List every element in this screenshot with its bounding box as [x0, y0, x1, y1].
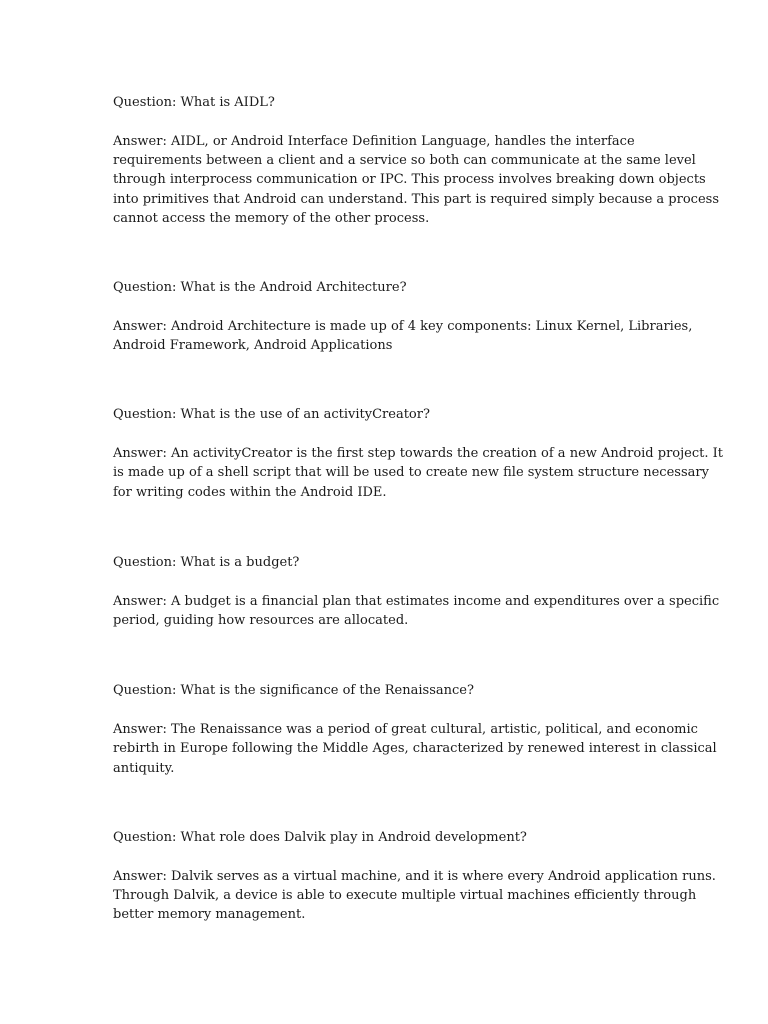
answer-text	[113, 317, 693, 356]
answer-text	[113, 720, 717, 778]
answer-line: Answer: AIDL, or Android Interface Definition Language, handles the interface	[113, 133, 635, 149]
qa-item-activitycreator	[113, 405, 723, 502]
answer-line: requirements between a client and a service so both can communicate at the same level	[113, 152, 696, 168]
answer-line: into primitives that Android can understand. This part is required simply because a process	[113, 191, 719, 207]
question-text: Question: What is the Android Architecture?	[113, 280, 407, 296]
answer-line: for writing codes within the Android IDE.	[113, 484, 387, 500]
question-text: Question: What role does Dalvik play in Android development?	[113, 829, 527, 845]
answer-text	[113, 867, 716, 925]
answer-line: period, guiding how resources are allocated.	[113, 613, 409, 629]
answer-text	[113, 444, 723, 502]
answer-line: Answer: An activityCreator is the first step towards the creation of a new Android project. It	[113, 446, 723, 462]
answer-line: cannot access the memory of the other process.	[113, 210, 430, 226]
answer-line: is made up of a shell script that will be used to create new file system structure necessary	[113, 465, 709, 481]
answer-text	[113, 132, 719, 228]
question-text: Question: What is a budget?	[113, 555, 300, 571]
qa-item-android-architecture	[113, 278, 693, 355]
answer-line: Answer: Android Architecture is made up of 4 key components: Linux Kernel, Libraries,	[113, 318, 693, 334]
qa-item-aidl	[113, 93, 719, 228]
document-page	[113, 93, 723, 924]
answer-text	[113, 592, 720, 631]
qa-item-dalvik	[113, 828, 716, 925]
answer-line: rebirth in Europe following the Middle Ages, characterized by renewed interest in classical	[113, 741, 717, 757]
qa-item-budget	[113, 553, 720, 630]
answer-line: Answer: Dalvik serves as a virtual machine, and it is where every Android application runs.	[113, 868, 716, 884]
question-text: Question: What is the significance of the Renaissance?	[113, 683, 474, 699]
qa-item-renaissance	[113, 681, 717, 778]
answer-line: Answer: A budget is a financial plan that estimates income and expenditures over a specific	[113, 593, 720, 609]
answer-line: Through Dalvik, a device is able to execute multiple virtual machines efficiently through	[113, 887, 697, 903]
answer-line: antiquity.	[113, 760, 175, 776]
answer-line: Answer: The Renaissance was a period of great cultural, artistic, political, and economic	[113, 722, 698, 737]
answer-line: through interprocess communication or IPC. This process involves breaking down objects	[113, 172, 706, 188]
question-text: Question: What is AIDL?	[113, 95, 275, 110]
answer-line: better memory management.	[113, 907, 306, 923]
question-text: Question: What is the use of an activityCreator?	[113, 407, 430, 423]
answer-line: Android Framework, Android Applications	[113, 338, 393, 354]
